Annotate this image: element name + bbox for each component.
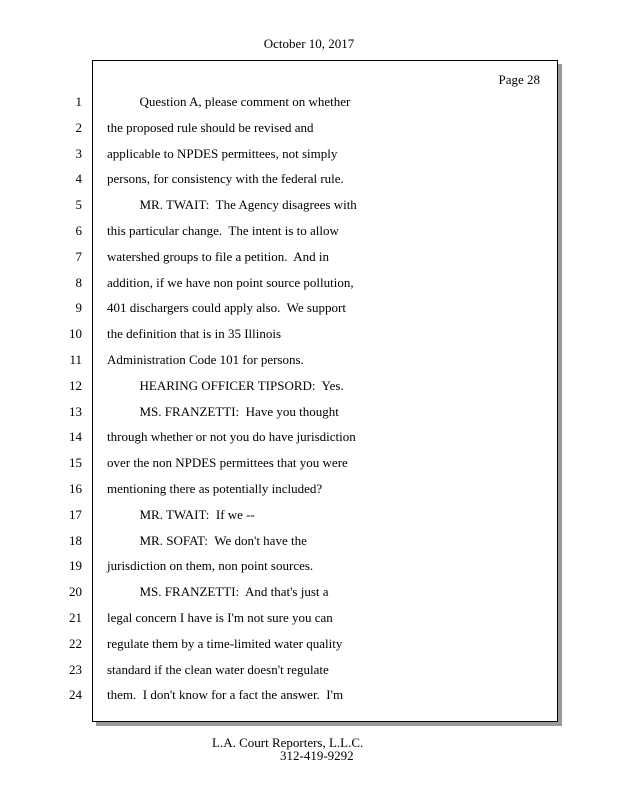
line-number: 24 [69,687,82,703]
line-number: 22 [69,635,82,651]
transcript-line: watershed groups to file a petition. And in [107,248,330,264]
transcript-line: them. I don't know for a fact the answer. I'm [107,687,344,703]
transcript-line: Question A, please comment on whether [107,94,351,109]
line-number: 19 [69,558,82,574]
transcript-line: HEARING OFFICER TIPSORD: Yes. [107,377,344,393]
line-number: 15 [69,455,82,471]
line-number: 6 [75,222,82,238]
transcript-text [107,92,547,711]
transcript-line: Administration Code 101 for persons. [107,351,304,367]
transcript-line: jurisdiction on them, non point sources. [107,558,314,574]
transcript-line: applicable to NPDES permittees, not simply [107,145,338,161]
transcript-line: persons, for consistency with the federal rule. [107,171,344,187]
transcript-line: MS. FRANZETTI: Have you thought [107,403,339,419]
transcript-line: mentioning there as potentially included? [107,480,323,496]
line-number: 4 [75,171,82,187]
line-number: 2 [75,119,82,135]
transcript-line: 401 dischargers could apply also. We support [107,300,346,316]
transcript-line: the proposed rule should be revised and [107,119,314,135]
line-number: 17 [69,506,82,522]
transcript-line: MR. TWAIT: The Agency disagrees with [107,197,357,213]
transcript-line: regulate them by a time-limited water quality [107,635,343,651]
line-number: 1 [75,94,82,109]
line-number-column [0,92,82,711]
line-number: 20 [69,584,82,600]
transcript-line: MR. TWAIT: If we -- [107,506,255,522]
line-number: 14 [69,429,82,445]
line-number: 9 [75,300,82,316]
line-number: 13 [69,403,82,419]
transcript-line: through whether or not you do have jurisdiction [107,429,356,445]
line-number: 8 [75,274,82,290]
reporter-company: L.A. Court Reporters, L.L.C. [212,735,364,750]
transcript-line: legal concern I have is I'm not sure you can [107,609,333,625]
transcript-line: MS. FRANZETTI: And that's just a [107,584,329,600]
line-number: 11 [69,351,82,367]
line-number: 12 [69,377,82,393]
line-number: 10 [69,326,82,342]
line-number: 23 [69,661,82,677]
transcript-line: MR. SOFAT: We don't have the [107,532,307,548]
line-number: 16 [69,480,82,496]
transcript-line: this particular change. The intent is to allow [107,222,339,238]
page-number: Page 28 [498,72,540,87]
line-number: 5 [75,197,82,213]
transcript-line: addition, if we have non point source pollution, [107,274,354,290]
transcript-line: the definition that is in 35 Illinois [107,326,282,342]
line-number: 3 [75,145,82,161]
line-number: 21 [69,609,82,625]
line-number: 18 [69,532,82,548]
transcript-date: October 10, 2017 [263,36,355,51]
reporter-phone: 312-419-9292 [280,748,354,763]
line-number: 7 [75,248,82,264]
transcript-line: over the non NPDES permittees that you were [107,455,348,471]
transcript-line: standard if the clean water doesn't regulate [107,661,329,677]
